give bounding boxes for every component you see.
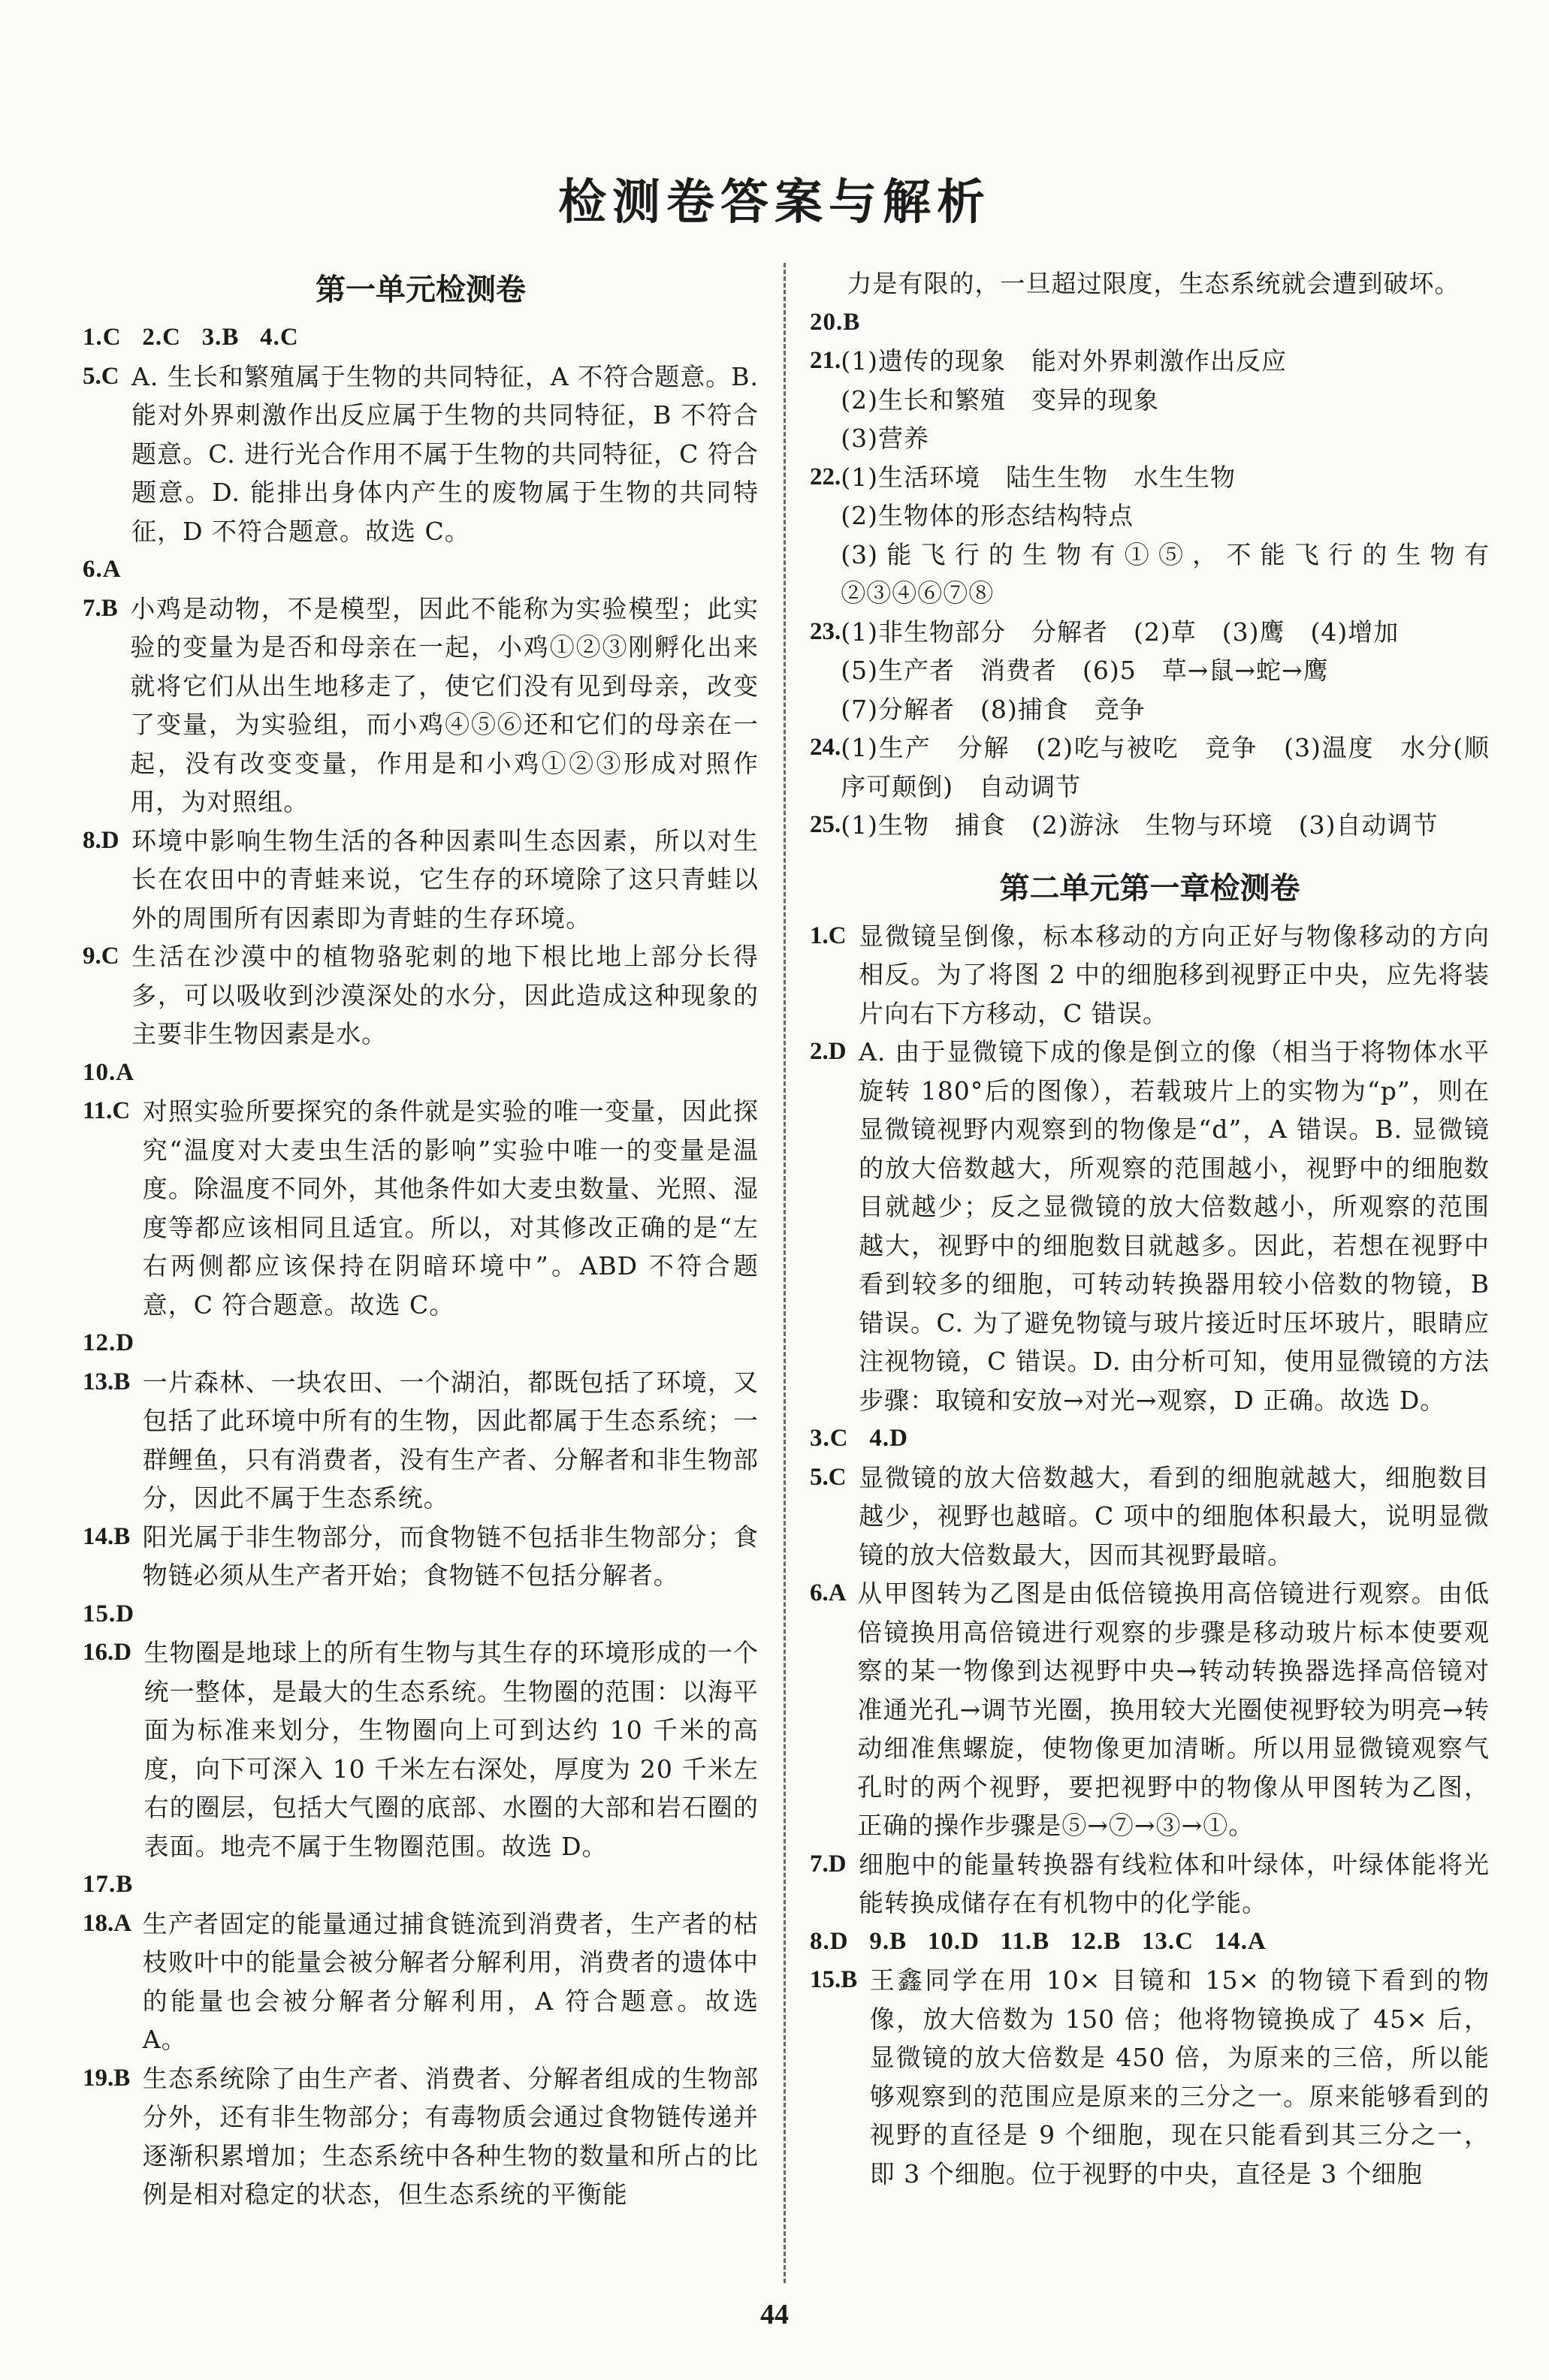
answer-line: 15.D xyxy=(83,1600,135,1627)
answer-number: 8.D xyxy=(83,826,132,854)
answer-explanation: (1)生物 捕食 (2)游泳 生物与环境 (3)自动调节 xyxy=(841,810,1439,840)
answer-explanation: 从甲图转为乙图是由低倍镜换用高倍镜进行观察。由低倍镜换用高倍镜进行观察的步骤是移动玻片标本使要观察的某一物像到达视野中央→转动转换器选择高倍镜对准通光孔→调节光圈，换用较大光圈使视野较为明亮→转动细准焦螺旋，使物像更加清晰。所以用显微镜观察气孔时的两个视野，要把视野中的物像从甲图转为乙图，正确的操作步骤是⑤→⑦→③→①。 xyxy=(857,1579,1490,1840)
answer-number: 6.A xyxy=(810,1579,858,1606)
answer-item xyxy=(83,590,759,822)
answer-line: 10.A xyxy=(83,1058,135,1086)
answer-item xyxy=(83,937,759,1054)
answer-explanation: 小鸡是动物，不是模型，因此不能称为实验模型；此实验的变量为是否和母亲在一起，小鸡①②③刚孵化出来就将它们从出生地移走了，使它们没有见到母亲，改变了变量，为实验组，而小鸡④⑤⑥还和它们的母亲在一起，没有改变变量，作用是和小鸡①②③形成对照作用，为对照组。 xyxy=(130,593,759,816)
answer-line: 12.D xyxy=(83,1329,135,1356)
answer-subline: (3)能飞行的生物有①⑤，不能飞行的生物有②③④⑥⑦⑧ xyxy=(841,539,1490,608)
answer-explanation: 显微镜的放大倍数越大，看到的细胞就越大，细胞数目越少，视野也越暗。C 项中的细胞体积最大，说明显微镜的放大倍数最大，因而其视野最暗。 xyxy=(859,1462,1490,1570)
answer-number: 14.B xyxy=(83,1522,143,1550)
answer-number: 2.D xyxy=(810,1038,859,1065)
answer-subline: (1)生活环境 陆生生物 水生生物 xyxy=(841,462,1236,492)
answer-subline: (7)分解者 (8)捕食 竞争 xyxy=(841,694,1146,724)
answer-explanation: 生活在沙漠中的植物骆驼刺的地下根比地上部分长得多，可以吸收到沙漠深处的水分，因此造成这种现象的主要非生物因素是水。 xyxy=(131,942,759,1048)
answer-item xyxy=(810,806,1490,845)
answer-item xyxy=(810,917,1490,1033)
answer-item xyxy=(83,2059,759,2214)
answer-line: 6.A xyxy=(83,556,122,583)
answer-item xyxy=(810,1458,1490,1575)
answer-item xyxy=(810,613,1490,729)
answer-item xyxy=(810,1574,1490,1845)
answer-explanation: 细胞中的能量转换器有线粒体和叶绿体，叶绿体能将光能转换成储存在有机物中的化学能。 xyxy=(859,1849,1490,1917)
answer-subline: (1)非生物部分 分解者 (2)草 (3)鹰 (4)增加 xyxy=(841,617,1400,647)
answer-number: 24. xyxy=(810,734,841,761)
answer-item xyxy=(810,1033,1490,1419)
answer-item xyxy=(83,1092,759,1324)
answer-continuation xyxy=(810,264,1490,303)
answer-item xyxy=(810,458,1490,613)
column-divider xyxy=(784,263,786,2283)
answer-item xyxy=(83,1633,759,1866)
right-column xyxy=(810,264,1490,2193)
left-column xyxy=(83,264,759,2214)
answer-line: 20.B xyxy=(810,308,861,336)
answer-item xyxy=(83,1905,759,2059)
answer-line: 1.C 2.C 3.B 4.C xyxy=(83,324,299,351)
answer-number: 5.C xyxy=(810,1463,859,1491)
answer-number: 21. xyxy=(810,347,841,374)
answer-number: 1.C xyxy=(810,922,859,949)
answer-number: 15.B xyxy=(810,1966,870,1993)
page-title: 检测卷答案与解析 xyxy=(558,174,991,231)
answer-number: 11.C xyxy=(83,1097,143,1124)
answer-explanation: 生态系统除了由生产者、消费者、分解者组成的生物部分外，还有非生物部分；有毒物质会通过食物链传递并逐渐积累增加；生态系统中各种生物的数量和所占的比例是相对稳定的状态，但生态系统的平衡能 xyxy=(142,2063,759,2209)
answer-number: 5.C xyxy=(83,362,132,390)
answer-item xyxy=(83,357,759,551)
answer-explanation: 生产者固定的能量通过捕食链流到消费者，生产者的枯枝败叶中的能量会被分解者分解利用，消费者的遗体中的能量也会被分解者分解利用，A 符合题意。故选 A。 xyxy=(142,1908,759,2054)
answer-number: 9.C xyxy=(83,943,132,970)
answer-explanation: 显微镜呈倒像，标本移动的方向正好与物像移动的方向相反。为了将图 2 中的细胞移到视野正中央，应先将装片向右下方移动，C 错误。 xyxy=(859,921,1490,1028)
answer-item xyxy=(83,822,759,938)
answer-number: 13.B xyxy=(83,1368,143,1395)
answer-number: 22. xyxy=(810,463,841,490)
answer-explanation: 生物圈是地球上的所有生物与其生存的环境形成的一个统一整体，是最大的生态系统。生物圈的范围：以海平面为标准来划分，生物圈向上可到达约 10 千米的高度，向下可深入 10 千米左右深处，厚度为 20 千米左右的圈层，包括大气圈的底部、水圈的大部和岩石圈的表面。地壳不属于生物圈范围。故选 D。 xyxy=(143,1638,759,1861)
answer-number: 18.A xyxy=(83,1909,143,1937)
answer-explanation: 王鑫同学在用 10× 目镜和 15× 的物镜下看到的物像，放大倍数为 150 倍；他将物镜换成了 45× 后，显微镜的放大倍数是 450 倍，为原来的三倍，所以能够观察到的范围应是原来的三分之一。原来能够看到的视野的直径是 9 个细胞，现在只能看到其三分之一，即 3 个细胞。位于视野的中央，直径是 3 个细胞 xyxy=(869,1965,1490,2188)
answer-item xyxy=(810,1961,1490,2193)
page-number: 44 xyxy=(760,2299,789,2330)
answer-item xyxy=(83,1363,759,1518)
answer-number: 25. xyxy=(810,811,841,838)
answer-number: 16.D xyxy=(83,1639,144,1666)
answer-subline: (2)生长和繁殖 变异的现象 xyxy=(841,385,1159,415)
answer-line: 3.C 4.D xyxy=(810,1425,908,1452)
answer-number: 7.D xyxy=(810,1850,859,1878)
answer-line: 17.B xyxy=(83,1871,134,1898)
answer-explanation: 阳光属于非生物部分，而食物链不包括非生物部分；食物链必须从生产者开始；食物链不包括分解者。 xyxy=(142,1522,759,1590)
answer-explanation: 对照实验所要探究的条件就是实验的唯一变量，因此探究“温度对大麦虫生活的影响”实验中唯一的变量是温度。除温度不同外，其他条件如大麦虫数量、光照、湿度等都应该相同且适宜。所以，对其修改正确的是“左右两侧都应该保持在阴暗环境中”。ABD 不符合题意，C 符合题意。故选 C。 xyxy=(142,1096,759,1320)
answer-explanation: (1)生产 分解 (2)吃与被吃 竞争 (3)温度 水分(顺序可颠倒) 自动调节 xyxy=(841,733,1490,801)
answer-item xyxy=(810,1845,1490,1923)
section-title-unit-1: 第一单元检测卷 xyxy=(316,272,526,307)
answer-explanation: A. 生长和繁殖属于生物的共同特征，A 不符合题意。B. 能对外界刺激作出反应属于生物的共同特征，B 不符合题意。C. 进行光合作用不属于生物的共同特征，C 符合题意。D. 能排出身体内产生的废物属于生物的共同特征，D 不符合题意。故选 C。 xyxy=(131,361,759,546)
answer-number: 23. xyxy=(810,617,841,645)
answer-number: 19.B xyxy=(83,2064,143,2092)
answer-item xyxy=(810,728,1490,806)
answer-subline: (3)营养 xyxy=(841,424,929,453)
answer-item xyxy=(83,1518,759,1595)
answer-explanation: 环境中影响生物生活的各种因素叫生态因素，所以对生长在农田中的青蛙来说，它生存的环境除了这只青蛙以外的周围所有因素即为青蛙的生存环境。 xyxy=(131,825,759,933)
answer-item xyxy=(810,342,1490,458)
answer-subline: (2)生物体的形态结构特点 xyxy=(841,501,1134,530)
answer-subline: (5)生产者 消费者 (6)5 草→鼠→蛇→鹰 xyxy=(841,656,1329,685)
answer-explanation: 一片森林、一块农田、一个湖泊，都既包括了环境，又包括了此环境中所有的生物，因此都属于生态系统；一群鲤鱼，只有消费者，没有生产者、分解者和非生物部分，因此不属于生态系统。 xyxy=(142,1367,759,1513)
answer-explanation: A. 由于显微镜下成的像是倒立的像（相当于将物体水平旋转 180°后的图像），若载玻片上的实物为“p”，则在显微镜视野内观察到的物像是“d”，A 错误。B. 显微镜的放大倍数越大，所观察的范围越小，视野中的细胞数目就越少；反之显微镜的放大倍数越小，所观察的范围越大，视野中的细胞数目就越多。因此，若想在视野中看到较多的细胞，可转动转换器用较小倍数的物镜，B 错误。C. 为了避免物镜与玻片接近时压坏玻片，眼睛应注视物镜，C 错误。D. 由分析可知，使用显微镜的方法步骤：取镜和安放→对光→观察，D 正确。故选 D。 xyxy=(859,1037,1490,1415)
answer-explanation: 力是有限的，一旦超过限度，生态系统就会遭到破坏。 xyxy=(847,269,1460,298)
answer-number: 7.B xyxy=(83,594,131,622)
answer-subline: (1)遗传的现象 能对外界刺激作出反应 xyxy=(841,346,1287,376)
section-title-unit-2-chapter-1: 第二单元第一章检测卷 xyxy=(999,870,1300,906)
answer-line: 8.D 9.B 10.D 11.B 12.B 13.C 14.A xyxy=(810,1927,1267,1955)
